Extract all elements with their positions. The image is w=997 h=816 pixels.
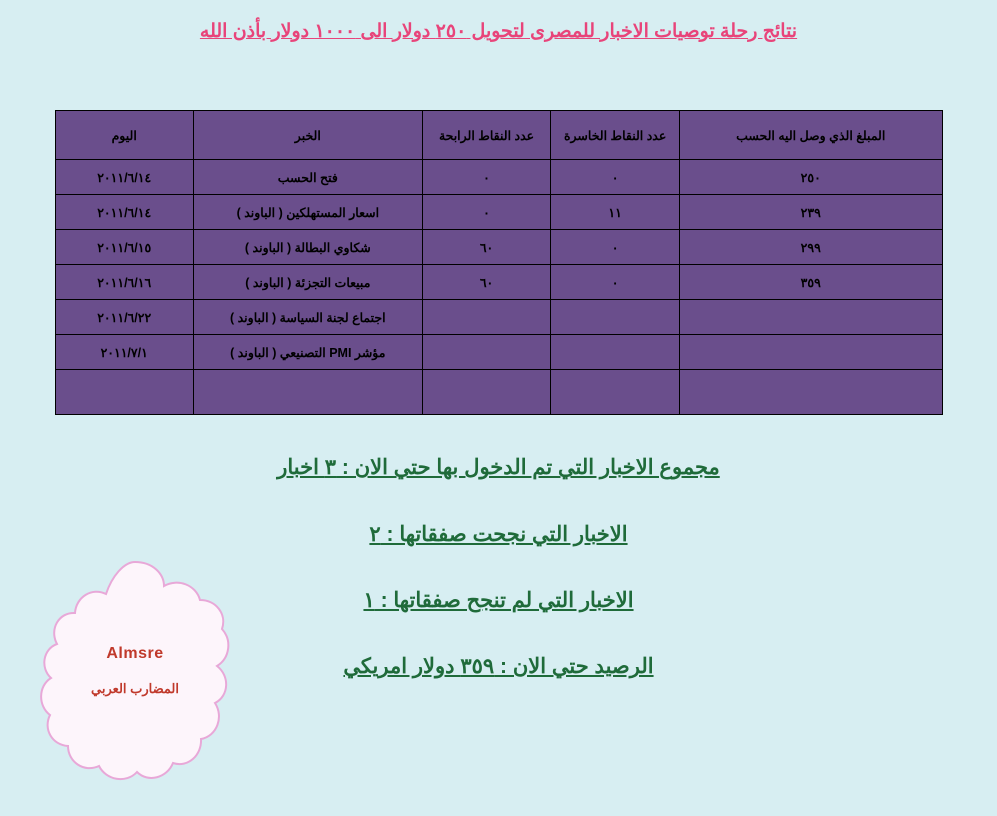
table-header-row: [55, 111, 942, 160]
cell-news: [193, 370, 422, 415]
results-table: [55, 110, 943, 415]
cell-losing-points: [551, 370, 680, 415]
cell-day: ٢٠١١/٦/١٤: [55, 160, 193, 195]
badge-brand-name: Almsre: [106, 645, 164, 662]
cell-losing-points: [551, 335, 680, 370]
cell-winning-points: [422, 370, 551, 415]
table-row: [55, 230, 942, 265]
badge-brand-name-arabic: المضارب العربي: [91, 681, 179, 696]
cell-balance: ٢٩٩: [679, 230, 942, 265]
page-title: نتائج رحلة توصيات الاخبار للمصرى لتحويل ٢٥٠ دولار الى ١٠٠٠ دولار بأذن الله: [199, 21, 798, 42]
summary-total-news: مجموع الاخبار التي تم الدخول بها حتي الان : ٣ اخبار: [277, 456, 720, 480]
cell-news: اسعار المستهلكين ( الباوند ): [193, 195, 422, 230]
table-row: [55, 335, 942, 370]
summary-current-balance: الرصيد حتي الان : ٣٥٩ دولار امريكي: [343, 655, 654, 679]
cell-news: مؤشر PMI التصنيعي ( الباوند ): [193, 335, 422, 370]
column-header-losing-points: عدد النقاط الخاسرة: [551, 111, 680, 160]
cell-day: ٢٠١١/٦/١٦: [55, 265, 193, 300]
cell-losing-points: ٠: [551, 230, 680, 265]
brand-badge: [40, 556, 230, 786]
cell-day: ٢٠١١/٦/١٥: [55, 230, 193, 265]
summary-successful-news: الاخبار التي نجحت صفقاتها : ٢: [369, 522, 628, 546]
cell-balance: ٢٥٠: [679, 160, 942, 195]
cell-news: شكاوي البطالة ( الباوند ): [193, 230, 422, 265]
column-header-news: الخبر: [193, 111, 422, 160]
table-row: [55, 370, 942, 415]
cell-winning-points: ٦٠: [422, 230, 551, 265]
column-header-winning-points: عدد النقاط الرابحة: [422, 111, 551, 160]
summary-failed-news: الاخبار التي لم تنجح صفقاتها : ١: [363, 588, 634, 612]
cell-balance: [679, 300, 942, 335]
column-header-day: اليوم: [55, 111, 193, 160]
column-header-balance: المبلغ الذي وصل اليه الحسب: [679, 111, 942, 160]
cell-losing-points: [551, 300, 680, 335]
cell-news: مبيعات التجزئة ( الباوند ): [193, 265, 422, 300]
cell-balance: ٢٣٩: [679, 195, 942, 230]
cell-balance: ٣٥٩: [679, 265, 942, 300]
cell-winning-points: ٠: [422, 195, 551, 230]
cell-winning-points: ٦٠: [422, 265, 551, 300]
cell-balance: [679, 335, 942, 370]
cell-winning-points: ٠: [422, 160, 551, 195]
cell-balance: [679, 370, 942, 415]
cell-day: [55, 370, 193, 415]
table-row: [55, 160, 942, 195]
table-row: [55, 300, 942, 335]
cell-day: ٢٠١١/٦/١٤: [55, 195, 193, 230]
badge-text-group: [40, 556, 230, 786]
cell-news: اجتماع لجنة السياسة ( الباوند ): [193, 300, 422, 335]
cell-losing-points: ١١: [551, 195, 680, 230]
cell-news: فتح الحسب: [193, 160, 422, 195]
cell-winning-points: [422, 300, 551, 335]
cell-losing-points: ٠: [551, 160, 680, 195]
cell-losing-points: ٠: [551, 265, 680, 300]
cell-day: ٢٠١١/٦/٢٢: [55, 300, 193, 335]
table-row: [55, 265, 942, 300]
cell-winning-points: [422, 335, 551, 370]
results-table-container: [55, 110, 943, 415]
table-row: [55, 195, 942, 230]
cell-day: ٢٠١١/٧/١: [55, 335, 193, 370]
